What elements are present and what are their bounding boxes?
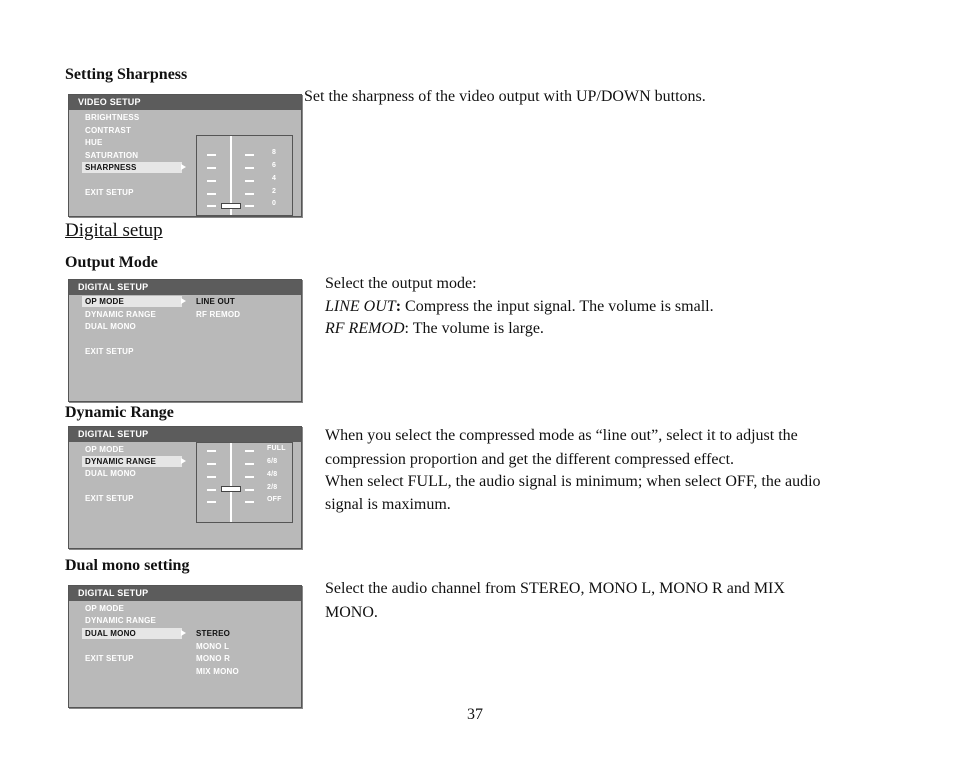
slider-knob[interactable]	[221, 203, 241, 209]
video-setup-menu	[68, 94, 302, 217]
menu-item-brightness[interactable]: BRIGHTNESS	[85, 113, 140, 122]
scale-label: 4/8	[267, 471, 278, 478]
slider-tick	[245, 167, 254, 169]
digital-setup-menu-output	[68, 279, 302, 402]
output-mode-line-1: Select the output mode:	[325, 275, 477, 292]
menu-item-op-mode[interactable]: OP MODE	[85, 604, 125, 613]
menu-item-dynamic-range[interactable]: DYNAMIC RANGE	[82, 456, 182, 467]
output-mode-line-3	[325, 318, 925, 341]
slider-tick	[207, 476, 216, 478]
scale-label: 6	[272, 162, 277, 169]
menu-item-dual-mono[interactable]: DUAL MONO	[82, 628, 182, 639]
slider-tick	[207, 167, 216, 169]
page-number: 37	[467, 706, 483, 723]
submenu-arrow-icon	[181, 298, 186, 304]
dynamic-range-slider[interactable]	[196, 442, 293, 523]
dynamic-range-line-1: When you select the compressed mode as “line out”, select it to adjust the	[325, 427, 798, 444]
menu-item-exit-setup[interactable]: EXIT SETUP	[85, 494, 134, 503]
option-rf-remod[interactable]: RF REMOD	[196, 310, 241, 319]
menu-item-exit-setup[interactable]: EXIT SETUP	[85, 188, 134, 197]
dynamic-range-line-4: signal is maximum.	[325, 495, 451, 513]
dynamic-range-description	[325, 425, 925, 516]
rf-remod-text: : The volume is large.	[404, 320, 544, 337]
submenu-arrow-icon	[181, 630, 186, 636]
scale-label: FULL	[267, 445, 286, 452]
slider-tick	[245, 180, 254, 182]
submenu-arrow-icon	[181, 458, 186, 464]
scale-label: OFF	[267, 496, 282, 503]
slider-tick	[207, 450, 216, 452]
heading-dynamic-range: Dynamic Range	[65, 404, 174, 421]
menu-item-exit-setup[interactable]: EXIT SETUP	[85, 654, 134, 663]
slider-tick	[245, 205, 254, 207]
digital-setup-menu-dynamic	[68, 426, 302, 549]
heading-digital-setup: Digital setup	[65, 220, 163, 241]
scale-label: 6/8	[267, 458, 278, 465]
option-mono-r[interactable]: MONO R	[196, 654, 231, 663]
menu-item-contrast[interactable]: CONTRAST	[85, 126, 132, 135]
sharpness-slider[interactable]	[196, 135, 293, 216]
slider-tick	[207, 154, 216, 156]
menu-item-exit-setup[interactable]: EXIT SETUP	[85, 347, 134, 356]
slider-tick	[245, 450, 254, 452]
scale-label: 2/8	[267, 484, 278, 491]
scale-label: 0	[272, 200, 277, 207]
dual-mono-line-2: MONO.	[325, 603, 378, 621]
scale-label: 4	[272, 175, 277, 182]
menu-item-sharpness[interactable]: SHARPNESS	[82, 162, 182, 173]
slider-tick	[245, 154, 254, 156]
output-mode-line-2	[325, 296, 925, 319]
option-mono-l[interactable]: MONO L	[196, 642, 230, 651]
slider-tick	[245, 501, 254, 503]
sharpness-description: Set the sharpness of the video output with UP/DOWN buttons.	[304, 88, 706, 105]
slider-tick	[207, 180, 216, 182]
digital-setup-menu-dual-mono	[68, 585, 302, 708]
menu-title: DIGITAL SETUP	[69, 586, 301, 601]
option-stereo[interactable]: STEREO	[196, 629, 231, 638]
slider-knob[interactable]	[221, 486, 241, 492]
dynamic-range-line-3: When select FULL, the audio signal is minimum; when select OFF, the audio	[325, 473, 821, 490]
slider-tick	[245, 489, 254, 491]
menu-title: DIGITAL SETUP	[69, 427, 301, 442]
output-mode-description	[325, 273, 925, 341]
menu-item-dual-mono[interactable]: DUAL MONO	[85, 469, 136, 478]
menu-title: DIGITAL SETUP	[69, 280, 301, 295]
menu-item-saturation[interactable]: SATURATION	[85, 151, 139, 160]
slider-tick	[207, 489, 216, 491]
menu-item-dynamic-range[interactable]: DYNAMIC RANGE	[85, 310, 157, 319]
option-mix-mono[interactable]: MIX MONO	[196, 667, 239, 676]
dual-mono-description	[325, 578, 925, 624]
submenu-arrow-icon	[181, 164, 186, 170]
option-line-out[interactable]: LINE OUT	[196, 297, 235, 306]
menu-item-hue[interactable]: HUE	[85, 138, 103, 147]
colon: :	[395, 297, 402, 315]
heading-output-mode: Output Mode	[65, 254, 158, 271]
slider-tick	[207, 501, 216, 503]
heading-dual-mono-setting: Dual mono setting	[65, 557, 190, 574]
term-line-out: LINE OUT	[325, 297, 396, 315]
dual-mono-line-1: Select the audio channel from STEREO, MONO L, MONO R and MIX	[325, 580, 785, 597]
dynamic-range-line-2: compression proportion and get the different compressed effect.	[325, 450, 735, 468]
menu-item-dynamic-range[interactable]: DYNAMIC RANGE	[85, 616, 157, 625]
heading-setting-sharpness: Setting Sharpness	[65, 66, 188, 83]
slider-tick	[207, 205, 216, 207]
slider-tick	[207, 193, 216, 195]
slider-track	[230, 443, 232, 522]
menu-item-dual-mono[interactable]: DUAL MONO	[85, 322, 136, 331]
slider-tick	[207, 463, 216, 465]
slider-tick	[245, 463, 254, 465]
term-rf-remod: RF REMOD	[325, 320, 405, 337]
menu-title: VIDEO SETUP	[69, 95, 301, 110]
menu-item-op-mode[interactable]: OP MODE	[82, 296, 182, 307]
slider-tick	[245, 476, 254, 478]
line-out-text: Compress the input signal. The volume is small.	[401, 297, 714, 315]
scale-label: 2	[272, 188, 277, 195]
slider-tick	[245, 193, 254, 195]
scale-label: 8	[272, 149, 277, 156]
menu-item-op-mode[interactable]: OP MODE	[85, 445, 125, 454]
